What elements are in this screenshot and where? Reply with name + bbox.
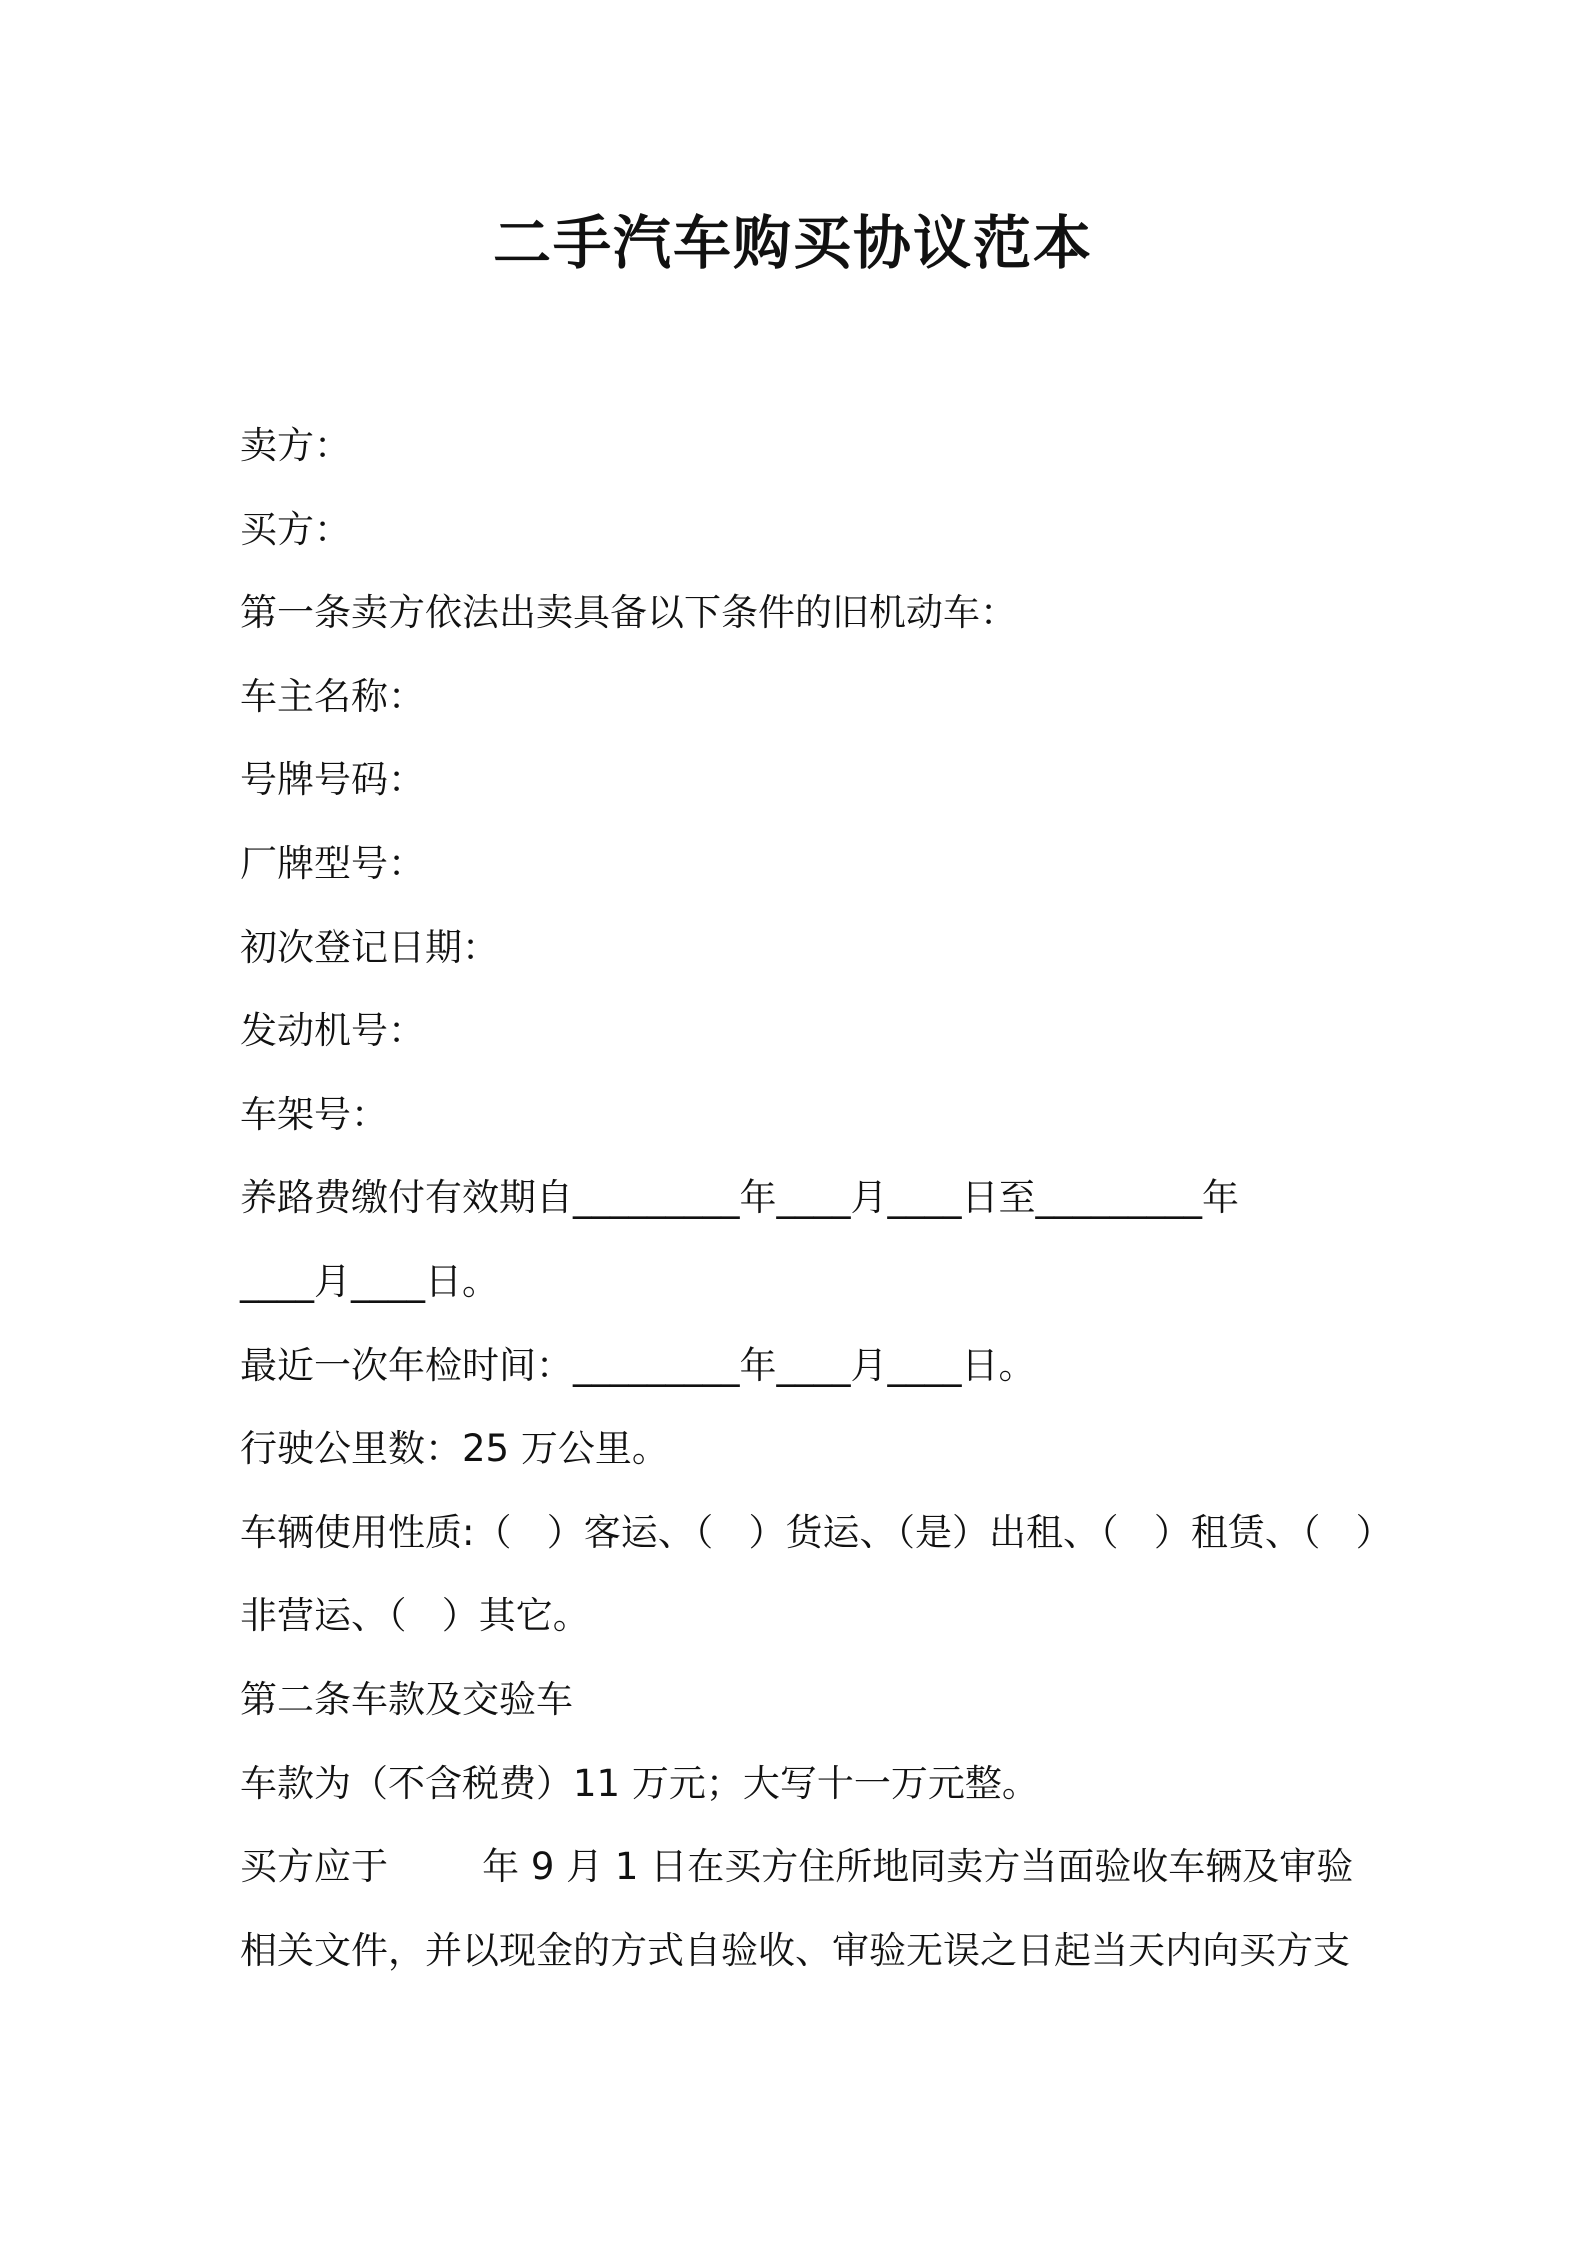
seller-line: 卖方： [240, 424, 351, 467]
plate-number-line: 号牌号码： [240, 758, 425, 802]
engine-number-line: 发动机号： [240, 1009, 425, 1053]
first-registration-line: 初次登记日期： [240, 925, 499, 969]
usage-type-line-1: 车辆使用性质:（ ）客运、（ ）货运、（是）出租、（ ）租赁、（ ） [240, 1510, 1393, 1554]
price-line: 车款为（不含税费）11 万元；大写十一万元整。 [240, 1761, 1039, 1805]
inspection-date-line: 最近一次年检时间：_________年____月____日。 [240, 1343, 1036, 1387]
document-body [240, 404, 1393, 1992]
document-title: 二手汽车购买协议范本 [492, 209, 1093, 277]
mileage-line: 行驶公里数：25 万公里。 [240, 1427, 669, 1471]
frame-number-line: 车架号： [240, 1092, 388, 1136]
article-1-heading: 第一条卖方依法出卖具备以下条件的旧机动车： [240, 591, 1017, 635]
brand-model-line: 厂牌型号： [240, 841, 425, 885]
road-fee-line-2: ____月____日。 [240, 1259, 499, 1303]
owner-name-line: 车主名称： [240, 674, 425, 718]
delivery-line-1: 买方应于 年 9 月 1 日在买方住所地同卖方当面验收车辆及审验 [240, 1845, 1354, 1889]
delivery-line-2: 相关文件，并以现金的方式自验收、审验无误之日起当天内向买方支 [240, 1928, 1350, 1972]
buyer-line: 买方： [240, 507, 351, 551]
usage-type-line-2: 非营运、（ ）其它。 [240, 1594, 590, 1638]
article-2-heading: 第二条车款及交验车 [240, 1677, 573, 1721]
road-fee-line-1: 养路费缴付有效期自_________年____月____日至_________年 [240, 1176, 1239, 1220]
